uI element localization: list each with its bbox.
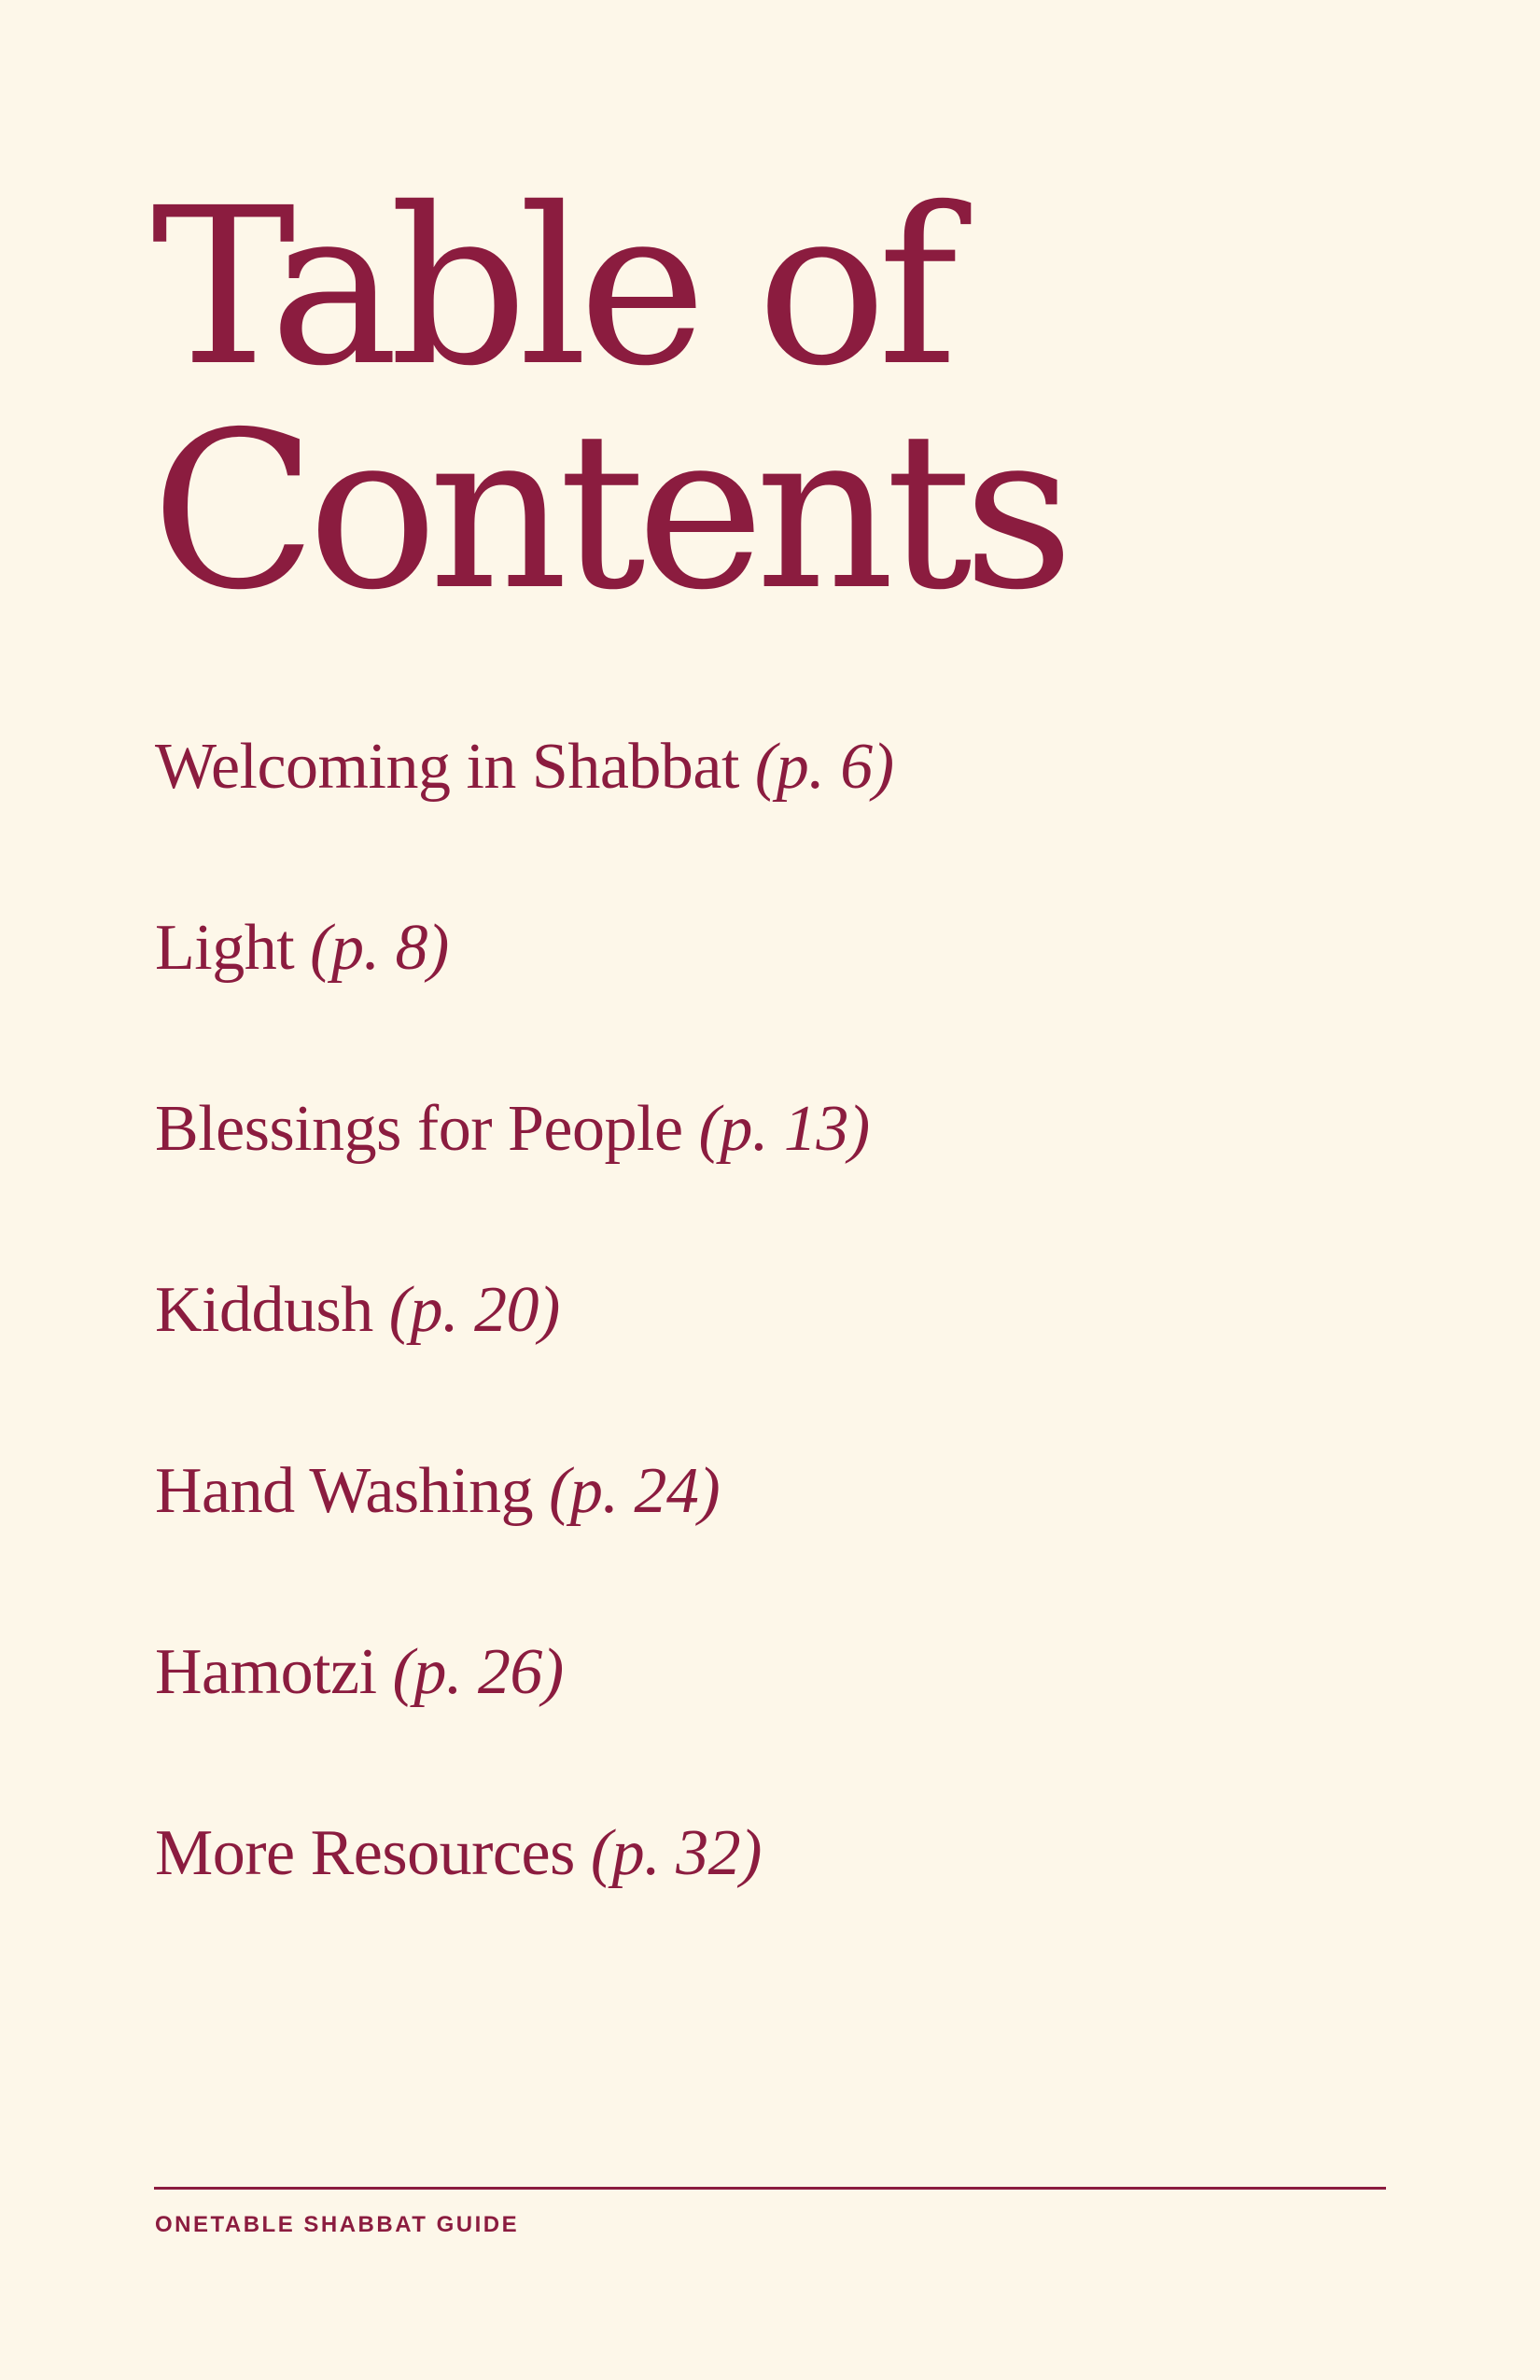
toc-item-page: (p. 26) — [392, 1636, 564, 1708]
toc-item-hand-washing[interactable] — [155, 1454, 894, 1635]
toc-item-page: (p. 20) — [388, 1274, 560, 1346]
table-of-contents-list — [155, 730, 894, 1997]
page-title — [151, 161, 1411, 637]
toc-item-hamotzi[interactable] — [155, 1635, 894, 1816]
toc-item-label: Kiddush — [155, 1274, 373, 1346]
toc-item-page: (p. 32) — [590, 1817, 762, 1889]
toc-item-page: (p. 6) — [754, 731, 894, 803]
footer-guide-name: ONETABLE SHABBAT GUIDE — [155, 2212, 520, 2237]
toc-item-more-resources[interactable] — [155, 1816, 894, 1997]
toc-item-page: (p. 8) — [310, 912, 449, 984]
toc-item-label: Blessings for People — [155, 1093, 683, 1165]
toc-item-light[interactable] — [155, 911, 894, 1092]
toc-item-page: (p. 24) — [549, 1455, 721, 1527]
toc-item-blessings-for-people[interactable] — [155, 1092, 894, 1273]
toc-item-kiddush[interactable] — [155, 1273, 894, 1454]
toc-item-welcoming-in-shabbat[interactable] — [155, 730, 894, 911]
toc-item-label: Hamotzi — [155, 1636, 377, 1708]
toc-item-label: Hand Washing — [155, 1455, 534, 1527]
toc-item-label: Welcoming in Shabbat — [155, 731, 739, 803]
page-title-line-1: Table of — [151, 161, 949, 413]
toc-item-page: (p. 13) — [698, 1093, 870, 1165]
footer-divider — [154, 2187, 1386, 2190]
page-title-line-2: Contents — [151, 385, 1065, 637]
toc-item-label: Light — [155, 912, 295, 984]
toc-item-label: More Resources — [155, 1817, 575, 1889]
